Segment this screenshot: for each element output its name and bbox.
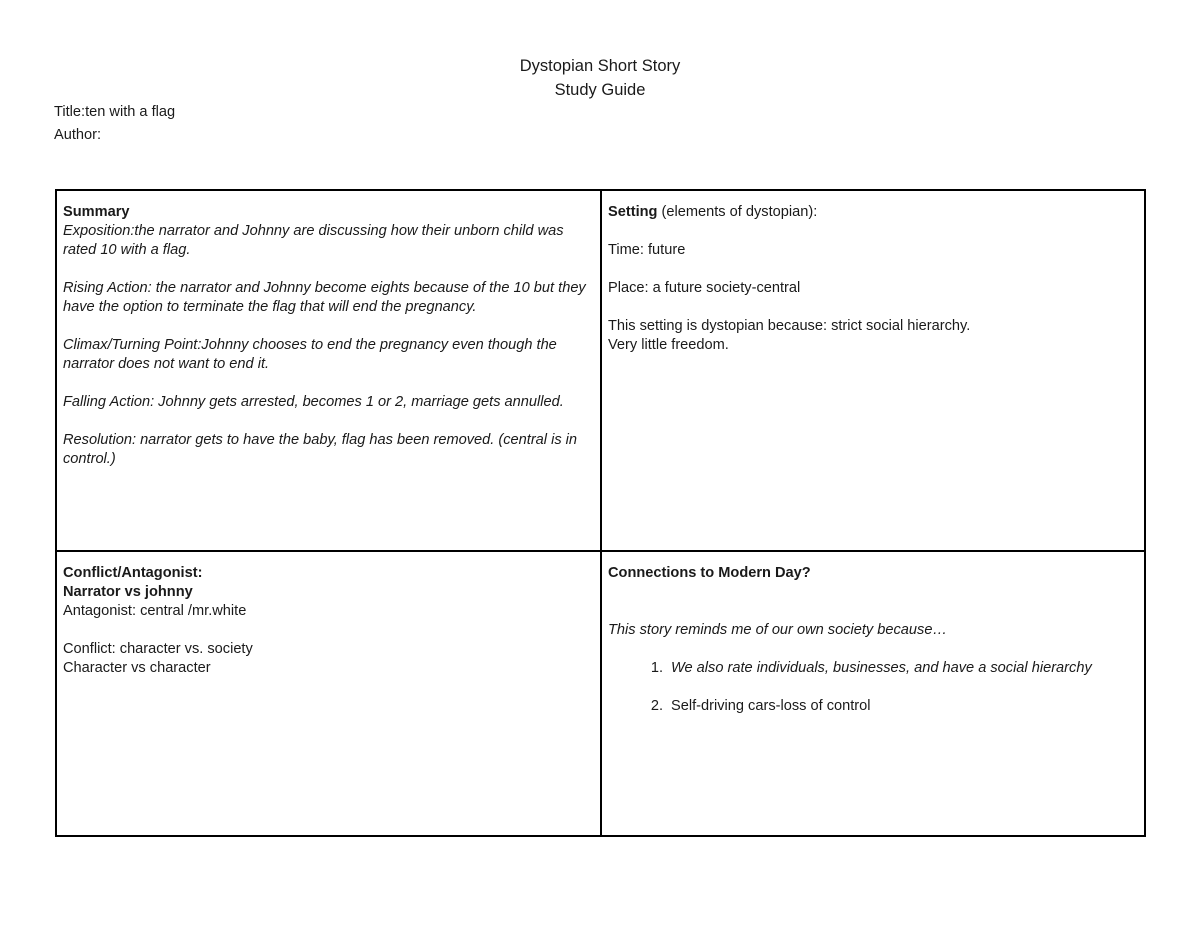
connections-cell bbox=[602, 552, 1144, 835]
setting-dystopian-reason: This setting is dystopian because: strict social hierarchy. bbox=[608, 318, 971, 334]
setting-heading-line bbox=[608, 203, 1138, 222]
connections-heading: Connections to Modern Day? bbox=[608, 565, 811, 581]
rising-action-text: Rising Action: the narrator and Johnny become eights because of the 10 but they have the option to terminate the flag that will end the pregnancy. bbox=[63, 280, 586, 315]
list-item-number: 1. bbox=[650, 660, 663, 676]
setting-heading-suffix: (elements of dystopian): bbox=[657, 204, 818, 220]
exposition-text: Exposition:the narrator and Johnny are discussing how their unborn child was rated 10 with a flag. bbox=[63, 223, 564, 258]
antagonist-text: Antagonist: central /mr.white bbox=[63, 603, 247, 619]
document-subtitle: Study Guide bbox=[554, 81, 646, 99]
list-item-text: We also rate individuals, businesses, and have a social hierarchy bbox=[671, 660, 1092, 676]
story-title-field: Title:ten with a flag bbox=[54, 104, 176, 120]
setting-place: Place: a future society-central bbox=[608, 280, 801, 296]
list-item bbox=[608, 659, 1138, 678]
list-item-number: 2. bbox=[650, 698, 663, 714]
conflict-subheading: Narrator vs johnny bbox=[63, 584, 193, 600]
climax-text: Climax/Turning Point:Johnny chooses to end the pregnancy even though the narrator does not want to end it. bbox=[63, 337, 557, 372]
connections-intro: This story reminds me of our own society because… bbox=[608, 622, 948, 638]
author-field: Author: bbox=[54, 127, 102, 143]
summary-cell bbox=[57, 191, 602, 552]
conflict-cell bbox=[57, 552, 602, 835]
resolution-text: Resolution: narrator gets to have the baby, flag has been removed. (central is in control.) bbox=[63, 432, 578, 467]
setting-heading: Setting bbox=[608, 204, 658, 220]
study-guide-table bbox=[55, 189, 1146, 837]
summary-heading: Summary bbox=[63, 204, 130, 220]
setting-time: Time: future bbox=[608, 242, 686, 258]
connections-list bbox=[608, 659, 1138, 716]
falling-action-text: Falling Action: Johnny gets arrested, becomes 1 or 2, marriage gets annulled. bbox=[63, 394, 564, 410]
setting-freedom: Very little freedom. bbox=[608, 337, 729, 353]
conflict-heading: Conflict/Antagonist: bbox=[63, 565, 203, 581]
list-item bbox=[608, 697, 1138, 716]
conflict-line-2: Character vs character bbox=[63, 660, 211, 676]
conflict-line-1: Conflict: character vs. society bbox=[63, 641, 253, 657]
list-item-text: Self-driving cars-loss of control bbox=[671, 698, 871, 714]
document-title: Dystopian Short Story bbox=[519, 57, 681, 75]
setting-cell bbox=[602, 191, 1144, 552]
